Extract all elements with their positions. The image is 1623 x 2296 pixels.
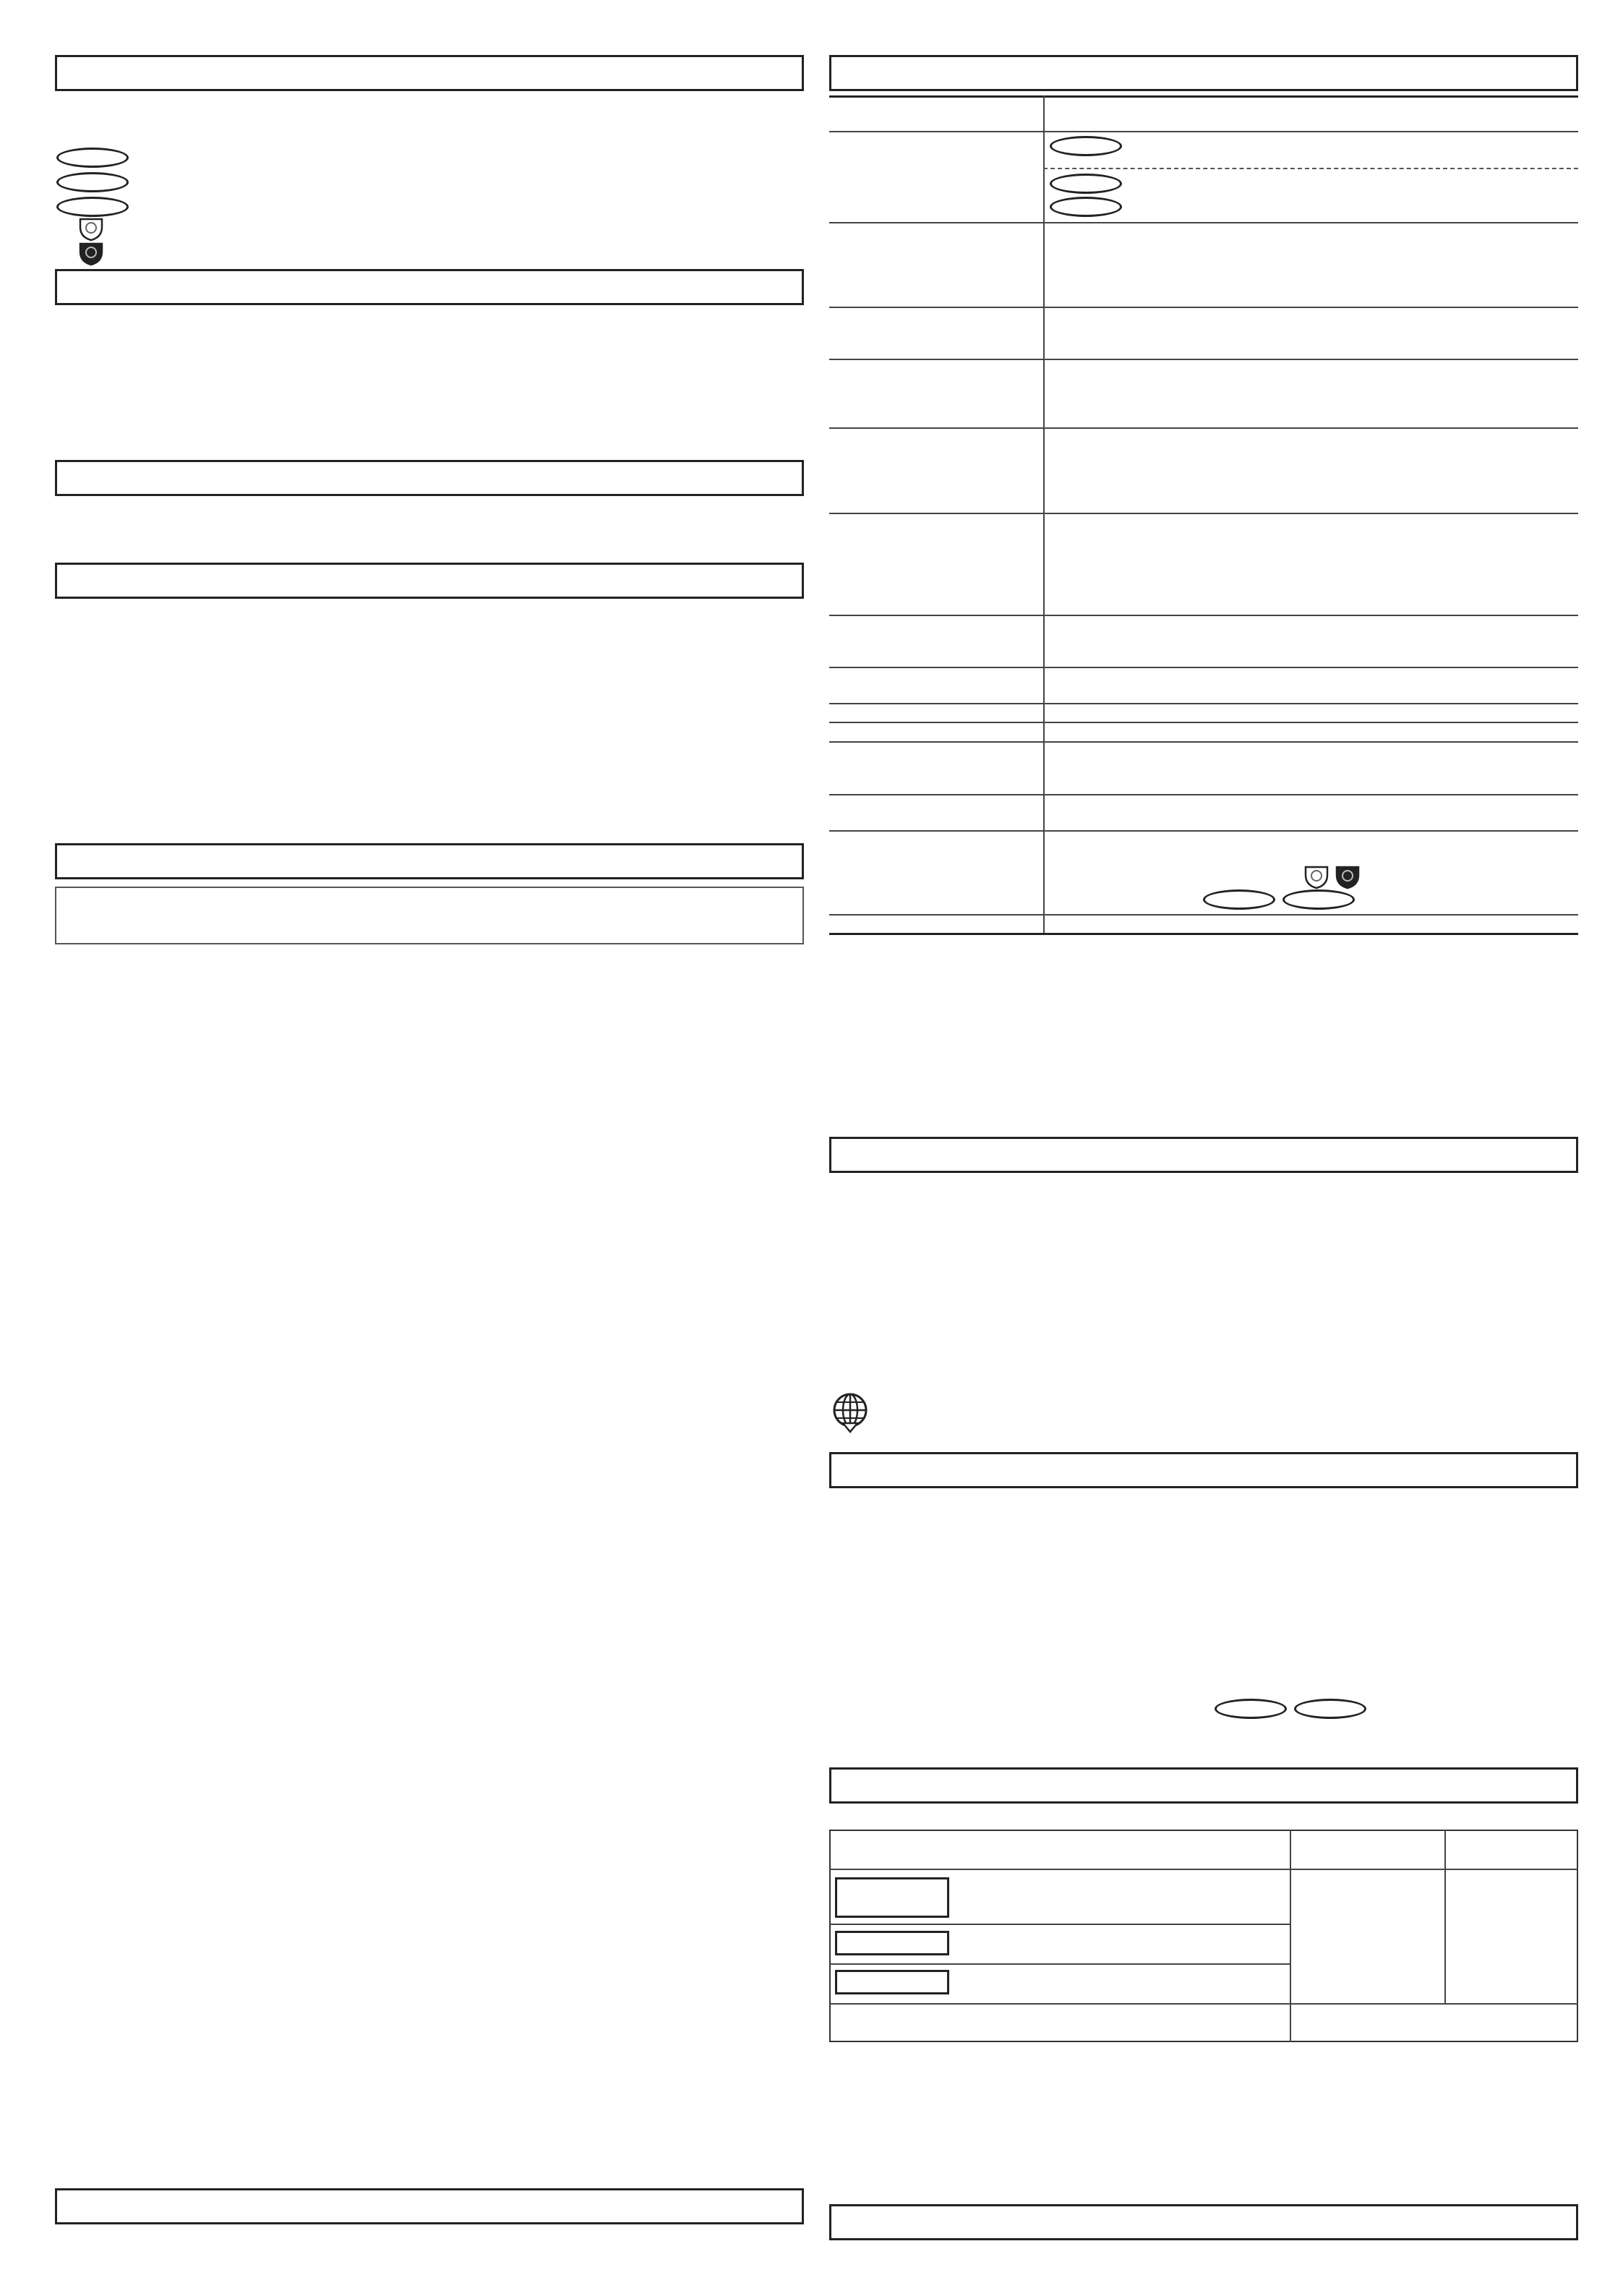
note-box [55, 887, 804, 944]
display-sample-large [835, 1877, 949, 1918]
button-oval-icon [1050, 197, 1122, 217]
button-oval-icon [1050, 136, 1122, 156]
button-oval-icon [1215, 1699, 1287, 1719]
button-oval-icon [1294, 1699, 1366, 1719]
right-section-header-5 [829, 2204, 1578, 2240]
shield-light-icon [1303, 865, 1329, 889]
button-oval-icon [56, 148, 129, 168]
left-section-header-2 [55, 269, 804, 305]
button-oval-icon [1050, 174, 1122, 194]
right-section-header-4 [829, 1767, 1578, 1804]
button-oval-icon [56, 197, 129, 217]
button-oval-icon [1203, 889, 1275, 910]
left-section-header-3 [55, 460, 804, 496]
shield-light-icon [78, 217, 104, 242]
right-section-header-1 [829, 55, 1578, 91]
left-section-header-4 [55, 563, 804, 599]
shield-dark-icon [78, 242, 104, 266]
button-oval-icon [56, 172, 129, 192]
left-section-header-1 [55, 55, 804, 91]
shield-dark-icon [1335, 865, 1361, 889]
left-section-header-6 [55, 2188, 804, 2224]
left-section-header-5 [55, 843, 804, 879]
button-oval-icon [1282, 889, 1355, 910]
display-sample-small [835, 1970, 949, 1994]
globe-download-icon [830, 1391, 870, 1435]
right-section-header-2 [829, 1137, 1578, 1173]
right-section-header-3 [829, 1452, 1578, 1488]
display-sample-small [835, 1931, 949, 1955]
